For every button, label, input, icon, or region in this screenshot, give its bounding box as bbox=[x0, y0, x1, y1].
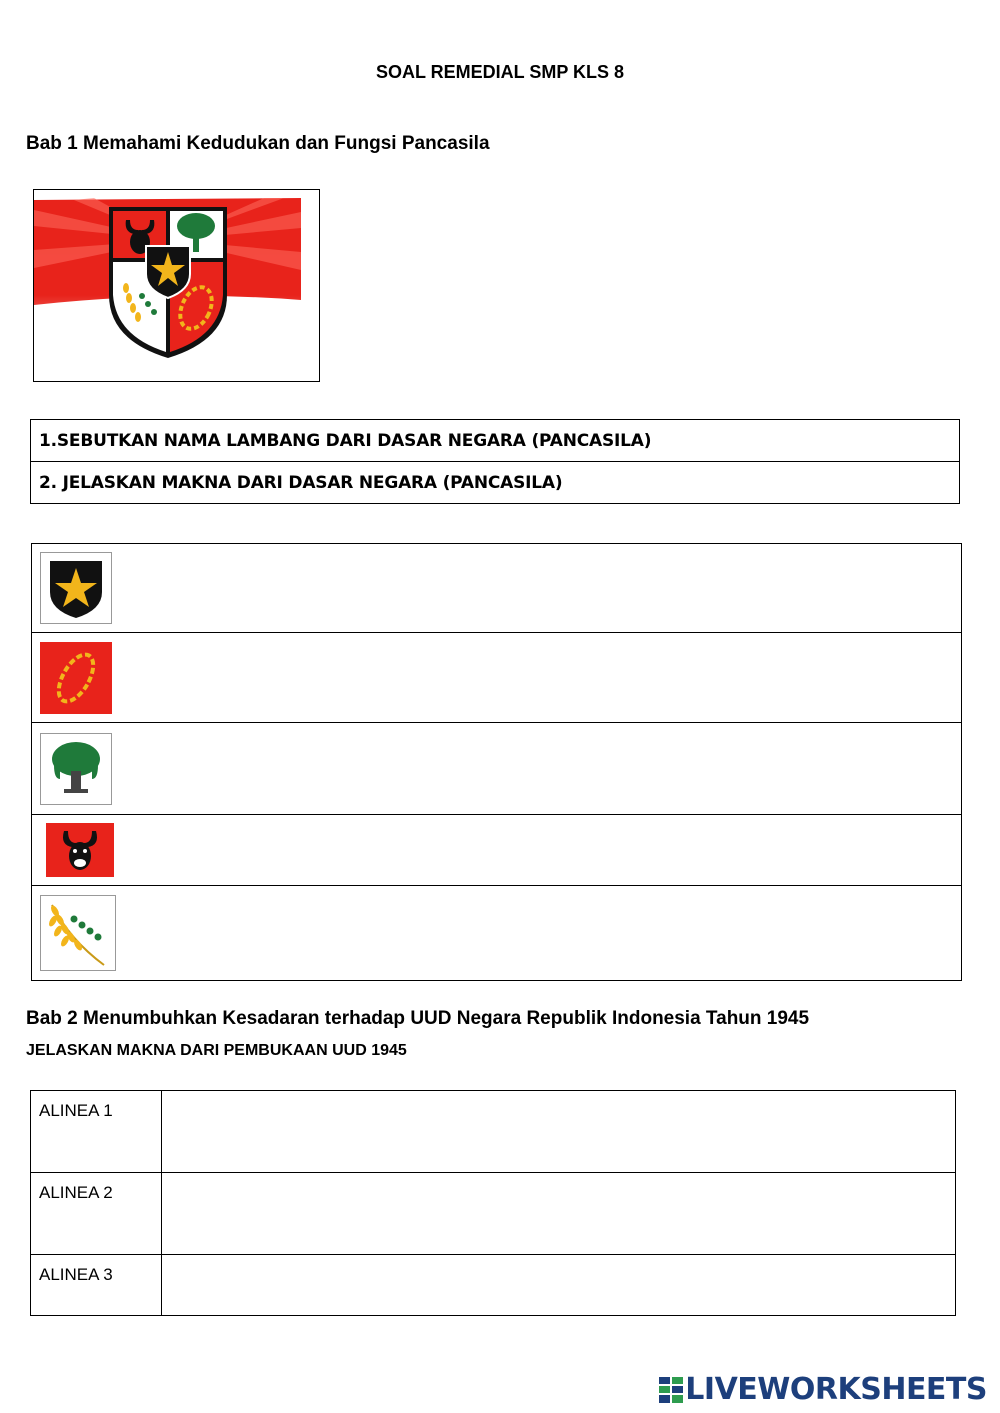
symbols-table bbox=[31, 543, 962, 981]
pancasila-emblem-image bbox=[33, 189, 320, 382]
chapter-1-heading: Bab 1 Memahami Kedudukan dan Fungsi Pancasila bbox=[26, 133, 490, 154]
symbol-row[interactable] bbox=[32, 886, 962, 981]
chapter-2-subheading: JELASKAN MAKNA DARI PEMBUKAAN UUD 1945 bbox=[26, 1042, 407, 1059]
bull-head-icon bbox=[46, 823, 114, 877]
alinea-answer-cell[interactable] bbox=[162, 1091, 956, 1173]
alinea-label: ALINEA 2 bbox=[31, 1173, 162, 1255]
garuda-shield-emblem-icon bbox=[34, 190, 319, 381]
question-2: 2. JELASKAN MAKNA DARI DASAR NEGARA (PANCASILA) bbox=[31, 462, 960, 504]
liveworksheets-brand-text: LIVEWORKSHEETS bbox=[685, 1372, 987, 1407]
question-1: 1.SEBUTKAN NAMA LAMBANG DARI DASAR NEGARA (PANCASILA) bbox=[31, 420, 960, 462]
chain-icon bbox=[40, 642, 112, 714]
liveworksheets-logo bbox=[659, 1372, 987, 1407]
rice-cotton-icon bbox=[40, 895, 116, 971]
banyan-tree-icon bbox=[40, 733, 112, 805]
alinea-answer-cell[interactable] bbox=[162, 1173, 956, 1255]
alinea-table bbox=[30, 1090, 956, 1316]
liveworksheets-grid-icon bbox=[659, 1377, 683, 1403]
questions-table bbox=[30, 419, 960, 504]
alinea-label: ALINEA 1 bbox=[31, 1091, 162, 1173]
alinea-answer-cell[interactable] bbox=[162, 1255, 956, 1316]
alinea-label: ALINEA 3 bbox=[31, 1255, 162, 1316]
chapter-2-heading: Bab 2 Menumbuhkan Kesadaran terhadap UUD Negara Republik Indonesia Tahun 1945 bbox=[26, 1008, 810, 1029]
symbol-row[interactable] bbox=[32, 544, 962, 633]
symbol-row[interactable] bbox=[32, 633, 962, 723]
star-icon bbox=[40, 552, 112, 624]
symbol-row[interactable] bbox=[32, 723, 962, 815]
symbol-row[interactable] bbox=[32, 815, 962, 886]
page-title: SOAL REMEDIAL SMP KLS 8 bbox=[375, 62, 625, 82]
